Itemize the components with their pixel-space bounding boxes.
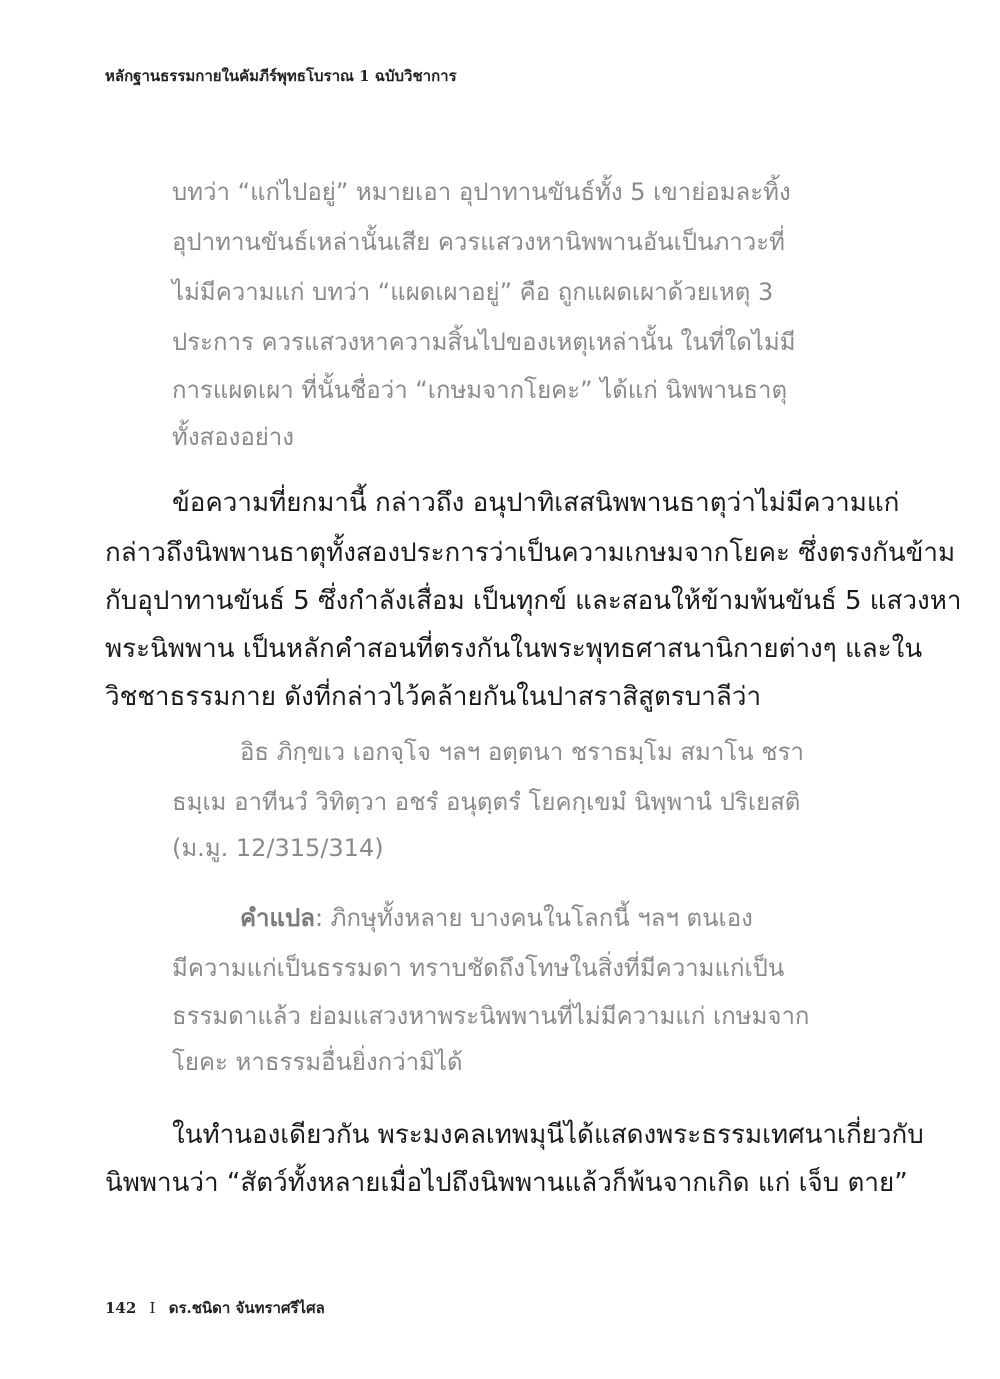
- translation-label: คำแปล: [240, 904, 315, 932]
- quote1-line-4: ประการ ควรแสวงหาความสิ้นไปของเหตุเหล่านั้น ในที่ใดไม่มี: [172, 328, 796, 356]
- para2-line-2: นิพพานว่า “สัตว์ทั้งหลายเมื่อไปถึงนิพพานแล้วก็พ้นจากเกิด แก่ เจ็บ ตาย”: [105, 1168, 908, 1198]
- translation-line-1: [240, 906, 753, 930]
- quote1-line-5: การแผดเผา ที่นั้นชื่อว่า “เกษมจากโยคะ” ได้แก่ นิพพานธาตุ: [172, 376, 788, 404]
- pali-citation: (ม.มู. 12/315/314): [172, 834, 384, 862]
- translation-line-2: มีความแก่เป็นธรรมดา ทราบชัดถึงโทษในสิ่งที่มีความแก่เป็น: [172, 954, 785, 982]
- translation-line-4: โยคะ หาธรรมอื่นยิ่งกว่ามิได้: [172, 1048, 463, 1076]
- para1-line-4: พระนิพพาน เป็นหลักคำสอนที่ตรงกันในพระพุทธศาสนานิกายต่างๆ และใน: [105, 634, 923, 664]
- para1-line-1: ข้อความที่ยกมานี้ กล่าวถึง อนุปาทิเสสนิพพานธาตุว่าไม่มีความแก่: [172, 488, 900, 518]
- para1-line-3: กับอุปาทานขันธ์ 5 ซึ่งกำลังเสื่อม เป็นทุกข์ และสอนให้ข้ามพ้นขันธ์ 5 แสวงหา: [105, 586, 962, 616]
- quote1-line-3: ไม่มีความแก่ บทว่า “แผดเผาอยู่” คือ ถูกแผดเผาด้วยเหตุ 3: [172, 278, 774, 306]
- pali-line-1: อิธ ภิกฺขเว เอกจฺโจ ฯลฯ อตฺตนา ชราธมฺโม สมาโน ชรา: [240, 738, 804, 766]
- para1-line-5: วิชชาธรรมกาย ดังที่กล่าวไว้คล้ายกันในปาสราสิสูตรบาลีว่า: [105, 682, 762, 712]
- para1-line-2: กล่าวถึงนิพพานธาตุทั้งสองประการว่าเป็นความเกษมจากโยคะ ซึ่งตรงกันข้าม: [105, 538, 956, 568]
- translation-first-rest: : ภิกษุทั้งหลาย บางคนในโลกนี้ ฯลฯ ตนเอง: [314, 904, 753, 932]
- pali-line-2: ธมฺเม อาทีนวํ วิทิตฺวา อชรํ อนุตฺตรํ โยคกฺเขมํ นิพฺพานํ ปริเยสติ: [172, 788, 801, 816]
- page-footer: [105, 1296, 325, 1320]
- quote1-line-2: อุปาทานขันธ์เหล่านั้นเสีย ควรแสวงหานิพพานอันเป็นภาวะที่: [172, 228, 785, 256]
- footer-author: ดร.ชนิดา จันทราศรีไศล: [168, 1299, 325, 1317]
- translation-line-3: ธรรมดาแล้ว ย่อมแสวงหาพระนิพพานที่ไม่มีความแก่ เกษมจาก: [172, 1002, 810, 1030]
- quote1-line-6: ทั้งสองอย่าง: [172, 423, 294, 451]
- footer-separator: I: [149, 1299, 156, 1317]
- quote1-line-1: บทว่า “แก่ไปอยู่” หมายเอา อุปาทานขันธ์ทั้ง 5 เขาย่อมละทิ้ง: [172, 178, 791, 206]
- running-header: หลักฐานธรรมกายในคัมภีร์พุทธโบราณ 1 ฉบับวิชาการ: [105, 67, 457, 85]
- para2-line-1: ในทำนองเดียวกัน พระมงคลเทพมุนีได้แสดงพระธรรมเทศนาเกี่ยวกับ: [172, 1120, 924, 1150]
- page-number: 142: [105, 1299, 137, 1317]
